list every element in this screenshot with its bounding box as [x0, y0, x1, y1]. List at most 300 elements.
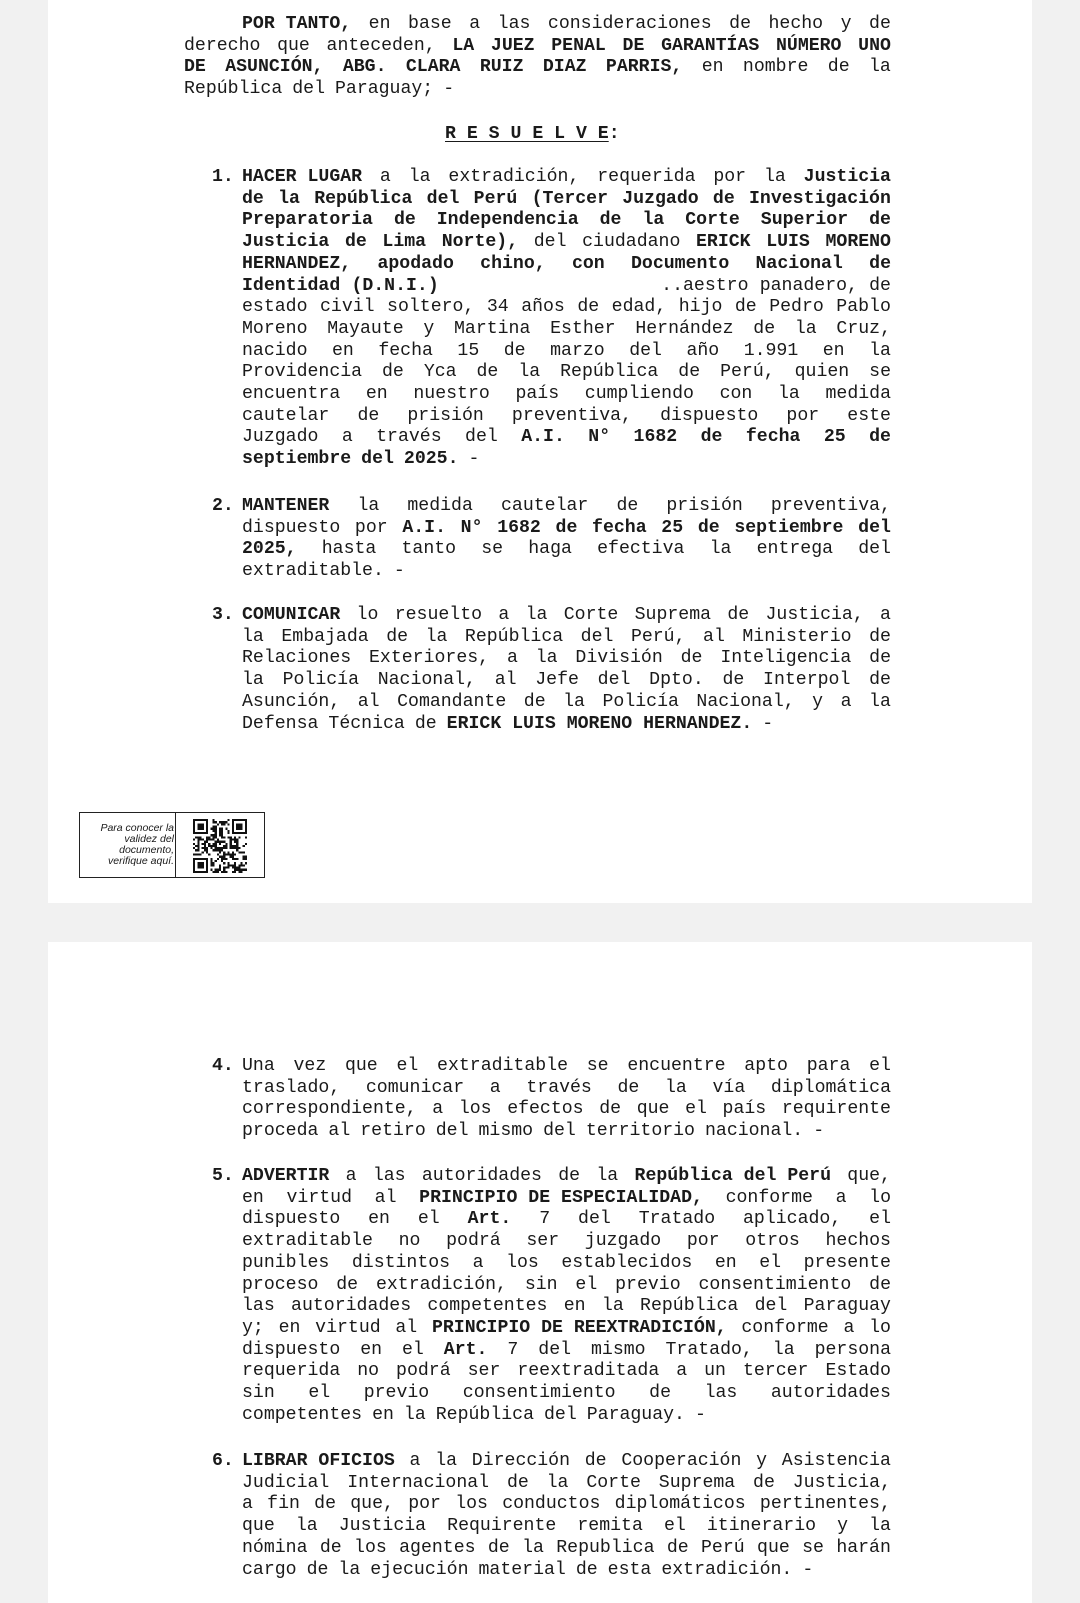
qr-module	[219, 828, 221, 830]
word: agentes	[399, 1537, 476, 1558]
word: la	[295, 1516, 318, 1537]
word: el	[396, 1056, 419, 1076]
word: Interpol	[763, 670, 851, 691]
word: de	[753, 318, 776, 339]
text-line	[242, 539, 891, 561]
word: Art.	[467, 1209, 512, 1230]
qr-module	[232, 856, 234, 858]
word: dispuesto	[660, 405, 759, 426]
word: 1682	[633, 427, 678, 448]
stamp-text-line: verifique aquí.	[108, 855, 174, 867]
word: no	[398, 1231, 421, 1252]
qr-module	[225, 828, 227, 830]
word: de	[734, 297, 757, 318]
word: las	[497, 14, 531, 34]
word: la	[522, 1537, 544, 1558]
qr-module	[195, 849, 197, 851]
word: hijo	[678, 297, 723, 318]
word: por	[686, 1231, 720, 1252]
word: hasta	[321, 539, 377, 560]
word: extraditable	[242, 1231, 373, 1252]
qr-module	[236, 869, 238, 871]
qr-module	[210, 869, 212, 871]
word: PARRIS,	[605, 57, 683, 78]
stamp-text-line: documento,	[119, 844, 174, 856]
qr-module	[234, 869, 236, 871]
word: establecidos	[561, 1252, 693, 1273]
text-line	[242, 189, 891, 211]
word: de	[869, 253, 891, 274]
word: Cooperación	[621, 1451, 742, 1471]
word: Paraguay	[803, 1296, 891, 1317]
word: Corte	[586, 1472, 641, 1493]
text-line	[242, 714, 891, 736]
text-line	[242, 210, 891, 232]
qr-module	[202, 847, 204, 849]
word: de	[616, 496, 639, 516]
qr-module	[245, 862, 247, 864]
word: y	[840, 14, 852, 34]
word: que	[636, 1099, 670, 1120]
qr-module	[204, 843, 206, 845]
word: MANTENER	[242, 496, 330, 516]
word: A.I.	[521, 427, 565, 448]
word: autoridades	[291, 1296, 412, 1317]
word: Mayaute	[327, 318, 404, 339]
word: harán	[836, 1537, 891, 1558]
word: del	[578, 1209, 611, 1230]
qr-module	[215, 849, 217, 851]
word: aplicado,	[743, 1209, 842, 1230]
word: podrá	[446, 1231, 501, 1252]
text-line	[242, 1473, 891, 1495]
qr-module	[212, 825, 214, 827]
word: las	[242, 1296, 275, 1317]
word: autoridades	[770, 1383, 891, 1404]
word: la	[242, 626, 264, 647]
stamp-text-line: Para conocer la	[100, 822, 174, 834]
word: de	[558, 1166, 581, 1186]
word: Norte),	[441, 232, 519, 253]
text-line	[242, 1078, 891, 1100]
word: del	[426, 188, 460, 209]
word: ERICK	[695, 232, 751, 253]
qr-module	[228, 830, 230, 832]
word: HERNANDEZ,	[242, 253, 352, 274]
word: POR TANTO,	[242, 14, 352, 34]
word: República	[640, 1296, 739, 1317]
word: Judicial	[242, 1472, 330, 1493]
qr-module	[236, 847, 238, 849]
qr-module	[212, 821, 214, 823]
qr-module	[197, 847, 199, 849]
qr-module	[232, 854, 234, 856]
word: para	[806, 1056, 851, 1076]
qr-module	[234, 847, 236, 849]
word: la	[642, 210, 665, 231]
qr-module	[212, 845, 214, 847]
word: preventiva,	[511, 405, 632, 426]
word: del	[543, 1404, 577, 1425]
qr-module	[199, 854, 201, 856]
qr-module	[232, 867, 234, 869]
qr-module	[238, 869, 240, 871]
text-line	[242, 254, 891, 276]
qr-module	[219, 830, 221, 832]
word: en	[242, 1187, 264, 1208]
qr-module	[223, 836, 225, 838]
word: la	[778, 384, 800, 405]
word: al	[395, 1317, 418, 1338]
qr-module	[206, 847, 208, 849]
word: de	[382, 362, 404, 383]
word: de	[336, 1274, 359, 1295]
word: estado	[242, 297, 308, 318]
qr-code-icon[interactable]	[193, 819, 247, 873]
word: virtud	[315, 1317, 381, 1338]
qr-module	[217, 858, 219, 860]
text-line	[242, 1560, 891, 1582]
word: Paraguay;	[334, 79, 434, 100]
word: al	[357, 691, 380, 712]
word: 15	[457, 340, 480, 361]
word: del	[543, 1121, 576, 1142]
word: fin	[267, 1494, 300, 1515]
word: de	[487, 1537, 510, 1558]
qr-module	[221, 821, 223, 823]
word: comunicar	[365, 1077, 465, 1098]
word: tanto	[401, 539, 457, 560]
word: en	[332, 340, 354, 361]
qr-module	[225, 858, 227, 860]
text-line	[242, 1121, 891, 1143]
word: material	[478, 1559, 566, 1580]
word: Inteligencia	[720, 648, 852, 669]
word: Juzgado	[242, 427, 319, 448]
text-line	[242, 1188, 891, 1210]
word: Cruz,	[836, 318, 891, 339]
qr-module	[221, 841, 223, 843]
word: 34	[486, 297, 509, 318]
qr-module	[234, 854, 236, 856]
word: Documento	[631, 253, 730, 274]
qr-module	[204, 841, 206, 843]
qr-module	[223, 869, 225, 871]
qr-module	[221, 832, 223, 834]
word: fecha	[592, 517, 647, 538]
word: Justicia,	[765, 605, 864, 625]
text-line	[242, 449, 891, 471]
word: proceda	[242, 1121, 319, 1142]
word: la	[869, 57, 891, 78]
word: a	[840, 691, 852, 712]
word: del	[465, 427, 498, 448]
word: República	[464, 626, 564, 647]
qr-module	[223, 845, 225, 847]
word: la	[794, 318, 817, 339]
word: de	[242, 188, 264, 209]
qr-module	[208, 836, 210, 838]
qr-finder-module	[197, 823, 203, 829]
word: en	[822, 340, 845, 361]
word: que	[277, 35, 310, 56]
qr-module	[230, 856, 232, 858]
qr-module	[221, 847, 223, 849]
qr-module	[219, 821, 221, 823]
word: la	[242, 670, 264, 691]
text-line	[184, 57, 891, 79]
word: del	[754, 1296, 788, 1317]
item-6-paragraph	[242, 1451, 891, 1581]
word: de	[827, 57, 850, 78]
qr-module	[223, 858, 225, 860]
word: esta	[607, 1559, 652, 1580]
word: Superior	[760, 210, 849, 231]
text-line	[242, 1275, 891, 1297]
qr-module	[230, 847, 232, 849]
word: mismo	[590, 1339, 646, 1360]
word: 25	[661, 517, 684, 538]
word: ser	[526, 1231, 560, 1252]
qr-module	[193, 838, 195, 840]
word: ASUNCIÓN,	[225, 57, 324, 78]
word: haga	[528, 539, 572, 560]
word: de	[869, 648, 891, 669]
qr-module	[223, 823, 225, 825]
word: competentes	[242, 1404, 363, 1425]
qr-module	[223, 862, 225, 864]
word: de	[599, 210, 622, 231]
word: diplomática	[770, 1077, 891, 1098]
item-5-paragraph	[242, 1166, 891, 1426]
word: la	[408, 167, 431, 187]
word: las	[372, 1166, 406, 1186]
word: de	[584, 1451, 607, 1471]
qr-module	[232, 838, 234, 840]
qr-module	[208, 838, 210, 840]
word: efectos	[507, 1099, 584, 1120]
qr-module	[215, 832, 217, 834]
qr-module	[234, 836, 236, 838]
word: a	[469, 14, 481, 34]
word: virtud	[286, 1187, 352, 1208]
word: la	[518, 362, 541, 383]
word: y	[837, 1516, 849, 1537]
word: en	[368, 14, 391, 34]
word: LIBRAR OFICIOS	[242, 1451, 395, 1471]
text-line	[242, 341, 891, 363]
qr-module	[241, 862, 243, 864]
qr-module	[215, 843, 217, 845]
qr-module	[223, 841, 225, 843]
qr-module	[241, 871, 243, 873]
intro-paragraph	[184, 14, 891, 101]
qr-module	[245, 836, 247, 838]
word: país	[515, 384, 560, 405]
qr-module	[202, 843, 204, 845]
word: años	[521, 297, 565, 318]
word: Comandante	[397, 691, 507, 712]
word: septiembre	[734, 517, 844, 538]
text-line	[184, 79, 891, 101]
word: conforme	[741, 1317, 829, 1338]
qr-module	[217, 871, 219, 873]
text-line	[242, 1516, 891, 1538]
text-line	[242, 1099, 891, 1121]
qr-module	[215, 821, 217, 823]
item-4-number: 4.	[212, 1056, 234, 1076]
word: Moreno	[242, 318, 308, 339]
qr-module	[234, 871, 236, 873]
qr-module	[230, 843, 232, 845]
word: a	[880, 605, 891, 625]
word: distintos	[351, 1252, 451, 1273]
qr-module	[228, 862, 230, 864]
word: proceso	[242, 1274, 319, 1295]
word: medida	[407, 496, 473, 516]
word: de	[869, 626, 891, 647]
text-line	[242, 406, 891, 428]
word: la	[535, 648, 558, 669]
word: del	[292, 79, 325, 100]
qr-module	[212, 862, 214, 864]
qr-finder-module	[197, 862, 203, 868]
word: de	[869, 210, 891, 231]
word: A.I.	[402, 517, 446, 538]
word: la	[709, 539, 732, 560]
word: GARANTÍAS	[661, 35, 760, 56]
qr-module	[193, 854, 195, 856]
qr-module	[221, 834, 223, 836]
word: en	[360, 1339, 383, 1360]
qr-module	[221, 830, 223, 832]
word: -	[762, 713, 774, 734]
word: un	[704, 1361, 726, 1382]
qr-module	[221, 860, 223, 862]
word: este	[847, 405, 891, 426]
word: apodado	[377, 253, 454, 274]
word: Embajada	[281, 626, 369, 647]
word: Policía	[602, 691, 679, 712]
word: del	[858, 517, 891, 538]
word: el	[869, 1209, 891, 1230]
qr-module	[228, 819, 230, 821]
word: al	[374, 1187, 397, 1208]
word: LUIS	[766, 232, 810, 253]
qr-module	[241, 864, 243, 866]
qr-module	[212, 843, 214, 845]
word: a	[432, 1099, 444, 1120]
word: competentes	[427, 1296, 548, 1317]
word: a	[843, 1317, 855, 1338]
word: Jefe	[535, 670, 579, 691]
word: soltero,	[387, 297, 475, 318]
word: hecho	[768, 14, 824, 34]
word: con	[571, 253, 605, 274]
word: ABG.	[342, 57, 387, 78]
word: de	[869, 275, 891, 296]
word: Requirente	[447, 1516, 557, 1537]
text-line	[242, 1361, 891, 1383]
word: Perú	[701, 1537, 745, 1558]
qr-module	[212, 834, 214, 836]
word: la	[278, 188, 300, 209]
text-line	[242, 384, 891, 406]
word: nómina	[242, 1537, 308, 1558]
word: 1682	[497, 517, 541, 538]
word: entrega	[756, 539, 834, 560]
word: la	[425, 626, 448, 647]
qr-module	[217, 838, 219, 840]
qr-module	[241, 851, 243, 853]
qr-module	[217, 869, 219, 871]
word: de	[869, 427, 891, 448]
word: N°	[588, 427, 611, 448]
word: anteceden,	[326, 35, 436, 56]
qr-module	[225, 845, 227, 847]
word: de	[577, 297, 600, 318]
text-line	[242, 167, 891, 189]
word: a	[242, 1494, 253, 1515]
word: los	[506, 1252, 539, 1273]
word: de	[393, 210, 416, 231]
item-1-paragraph	[242, 167, 891, 471]
word: prisión	[407, 405, 484, 426]
qr-module	[210, 834, 212, 836]
word: encuentra	[242, 384, 341, 405]
qr-module	[228, 832, 230, 834]
word: cargo	[242, 1559, 297, 1580]
qr-module	[219, 869, 221, 871]
word: Estado	[825, 1361, 891, 1382]
word: lo	[356, 605, 379, 625]
word: de	[319, 1537, 342, 1558]
word: panadero,	[759, 275, 858, 296]
word: cumpliendo	[584, 384, 694, 405]
word: el	[401, 1339, 424, 1360]
word: UNO	[858, 35, 891, 56]
text-line	[242, 1296, 891, 1318]
word: DE	[622, 35, 645, 56]
word: LA	[452, 35, 475, 56]
word: Perú	[473, 188, 518, 209]
text-line	[242, 297, 891, 319]
word: dispuesto	[242, 1339, 341, 1360]
word: itinerario	[706, 1516, 817, 1537]
text-line	[242, 1166, 891, 1188]
qr-module	[225, 867, 227, 869]
word: RUIZ	[479, 57, 524, 78]
qr-module	[221, 849, 223, 851]
qr-module	[208, 845, 210, 847]
word: dispuesto	[242, 517, 341, 538]
qr-module	[199, 836, 201, 838]
qr-module	[232, 871, 234, 873]
word: los	[458, 1099, 492, 1120]
word: la	[525, 605, 548, 625]
word: de	[697, 517, 720, 538]
text-line	[242, 1451, 891, 1473]
word: de	[555, 517, 578, 538]
word: nuestro	[413, 384, 490, 405]
qr-module	[212, 830, 214, 832]
word: -	[443, 79, 455, 100]
word: Pablo	[836, 297, 891, 318]
word: la	[601, 1296, 624, 1317]
word: 7	[539, 1209, 551, 1230]
word: consentimiento	[462, 1383, 616, 1404]
qr-module	[223, 856, 225, 858]
